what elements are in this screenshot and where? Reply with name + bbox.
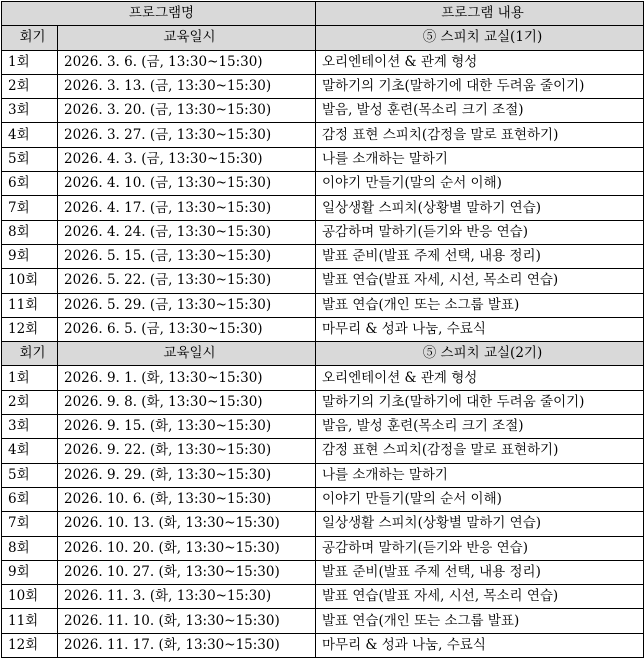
table-row xyxy=(2,536,644,560)
session-content: 일상생활 스피치(상황별 말하기 연습) xyxy=(316,512,644,536)
session-date: 2026. 5. 22. (금, 13:30~15:30) xyxy=(58,269,316,293)
session-content: 공감하며 말하기(듣기와 반응 연습) xyxy=(316,220,644,244)
session-number: 12회 xyxy=(2,317,58,341)
session-content: 오리엔테이션 & 관계 형성 xyxy=(316,366,644,390)
session-content: 나를 소개하는 말하기 xyxy=(316,147,644,171)
table-row xyxy=(2,585,644,609)
session-date: 2026. 5. 15. (금, 13:30~15:30) xyxy=(58,244,316,268)
session-date: 2026. 4. 10. (금, 13:30~15:30) xyxy=(58,172,316,196)
session-date: 2026. 3. 13. (금, 13:30~15:30) xyxy=(58,74,316,98)
session-number: 5회 xyxy=(2,463,58,487)
session-content: 발표 연습(개인 또는 소그룹 발표) xyxy=(316,293,644,317)
session-number: 10회 xyxy=(2,585,58,609)
table-row xyxy=(2,512,644,536)
session-date: 2026. 9. 15. (화, 13:30~15:30) xyxy=(58,415,316,439)
session-content: 발표 연습(발표 자세, 시선, 목소리 연습) xyxy=(316,585,644,609)
table-row xyxy=(2,50,644,74)
session-date: 2026. 4. 17. (금, 13:30~15:30) xyxy=(58,196,316,220)
session-number: 3회 xyxy=(2,99,58,123)
session-number: 7회 xyxy=(2,512,58,536)
session-date: 2026. 4. 3. (금, 13:30~15:30) xyxy=(58,147,316,171)
session-date: 2026. 10. 6. (화, 13:30~15:30) xyxy=(58,487,316,511)
table-row xyxy=(2,172,644,196)
session-number: 2회 xyxy=(2,74,58,98)
term-header-row xyxy=(2,26,644,50)
session-content: 나를 소개하는 말하기 xyxy=(316,463,644,487)
table-row xyxy=(2,609,644,633)
term-title: ⑤ 스피치 교실(1기) xyxy=(316,26,644,50)
table-row xyxy=(2,633,644,657)
session-number: 11회 xyxy=(2,293,58,317)
schedule-body xyxy=(2,2,644,658)
round-column-header: 회기 xyxy=(2,342,58,366)
session-number: 12회 xyxy=(2,633,58,657)
table-row xyxy=(2,487,644,511)
session-content: 발표 연습(발표 자세, 시선, 목소리 연습) xyxy=(316,269,644,293)
session-number: 1회 xyxy=(2,50,58,74)
table-row xyxy=(2,293,644,317)
session-number: 10회 xyxy=(2,269,58,293)
round-column-header: 회기 xyxy=(2,26,58,50)
session-date: 2026. 10. 13. (화, 13:30~15:30) xyxy=(58,512,316,536)
table-row xyxy=(2,99,644,123)
session-date: 2026. 3. 6. (금, 13:30~15:30) xyxy=(58,50,316,74)
session-number: 9회 xyxy=(2,244,58,268)
term-header-row xyxy=(2,342,644,366)
session-date: 2026. 6. 5. (금, 13:30~15:30) xyxy=(58,317,316,341)
session-content: 공감하며 말하기(듣기와 반응 연습) xyxy=(316,536,644,560)
session-content: 발표 연습(개인 또는 소그룹 발표) xyxy=(316,609,644,633)
session-date: 2026. 3. 20. (금, 13:30~15:30) xyxy=(58,99,316,123)
session-content: 감정 표현 스피치(감정을 말로 표현하기) xyxy=(316,123,644,147)
table-row xyxy=(2,463,644,487)
session-number: 8회 xyxy=(2,220,58,244)
session-content: 오리엔테이션 & 관계 형성 xyxy=(316,50,644,74)
term-title: ⑤ 스피치 교실(2기) xyxy=(316,342,644,366)
table-row xyxy=(2,74,644,98)
session-date: 2026. 9. 1. (화, 13:30~15:30) xyxy=(58,366,316,390)
session-date: 2026. 11. 10. (화, 13:30~15:30) xyxy=(58,609,316,633)
session-number: 8회 xyxy=(2,536,58,560)
session-number: 1회 xyxy=(2,366,58,390)
session-date: 2026. 11. 3. (화, 13:30~15:30) xyxy=(58,585,316,609)
table-row xyxy=(2,147,644,171)
session-content: 발음, 발성 훈련(목소리 크기 조절) xyxy=(316,415,644,439)
session-content: 말하기의 기초(말하기에 대한 두려움 줄이기) xyxy=(316,74,644,98)
session-date: 2026. 9. 22. (화, 13:30~15:30) xyxy=(58,439,316,463)
table-row xyxy=(2,123,644,147)
session-number: 5회 xyxy=(2,147,58,171)
session-date: 2026. 11. 17. (화, 13:30~15:30) xyxy=(58,633,316,657)
session-content: 일상생활 스피치(상황별 말하기 연습) xyxy=(316,196,644,220)
table-row xyxy=(2,196,644,220)
session-number: 11회 xyxy=(2,609,58,633)
session-date: 2026. 4. 24. (금, 13:30~15:30) xyxy=(58,220,316,244)
session-date: 2026. 10. 20. (화, 13:30~15:30) xyxy=(58,536,316,560)
date-column-header: 교육일시 xyxy=(58,26,316,50)
session-content: 마무리 & 성과 나눔, 수료식 xyxy=(316,633,644,657)
table-row xyxy=(2,220,644,244)
program-schedule-table xyxy=(1,1,644,658)
table-header-row xyxy=(2,2,644,26)
session-number: 7회 xyxy=(2,196,58,220)
session-date: 2026. 10. 27. (화, 13:30~15:30) xyxy=(58,560,316,584)
session-content: 말하기의 기초(말하기에 대한 두려움 줄이기) xyxy=(316,390,644,414)
session-number: 9회 xyxy=(2,560,58,584)
session-content: 발표 준비(발표 주제 선택, 내용 정리) xyxy=(316,244,644,268)
session-content: 발음, 발성 훈련(목소리 크기 조절) xyxy=(316,99,644,123)
program-name-header: 프로그램명 xyxy=(2,2,316,26)
table-row xyxy=(2,317,644,341)
session-content: 발표 준비(발표 주제 선택, 내용 정리) xyxy=(316,560,644,584)
session-number: 6회 xyxy=(2,172,58,196)
session-content: 마무리 & 성과 나눔, 수료식 xyxy=(316,317,644,341)
session-content: 이야기 만들기(말의 순서 이해) xyxy=(316,172,644,196)
session-date: 2026. 3. 27. (금, 13:30~15:30) xyxy=(58,123,316,147)
session-content: 이야기 만들기(말의 순서 이해) xyxy=(316,487,644,511)
session-number: 4회 xyxy=(2,439,58,463)
session-content: 감정 표현 스피치(감정을 말로 표현하기) xyxy=(316,439,644,463)
session-number: 2회 xyxy=(2,390,58,414)
table-row xyxy=(2,415,644,439)
table-row xyxy=(2,390,644,414)
session-date: 2026. 5. 29. (금, 13:30~15:30) xyxy=(58,293,316,317)
program-content-header: 프로그램 내용 xyxy=(316,2,644,26)
table-row xyxy=(2,560,644,584)
table-row xyxy=(2,366,644,390)
session-number: 4회 xyxy=(2,123,58,147)
session-date: 2026. 9. 29. (화, 13:30~15:30) xyxy=(58,463,316,487)
table-row xyxy=(2,269,644,293)
table-row xyxy=(2,439,644,463)
session-number: 3회 xyxy=(2,415,58,439)
session-number: 6회 xyxy=(2,487,58,511)
session-date: 2026. 9. 8. (화, 13:30~15:30) xyxy=(58,390,316,414)
date-column-header: 교육일시 xyxy=(58,342,316,366)
table-row xyxy=(2,244,644,268)
